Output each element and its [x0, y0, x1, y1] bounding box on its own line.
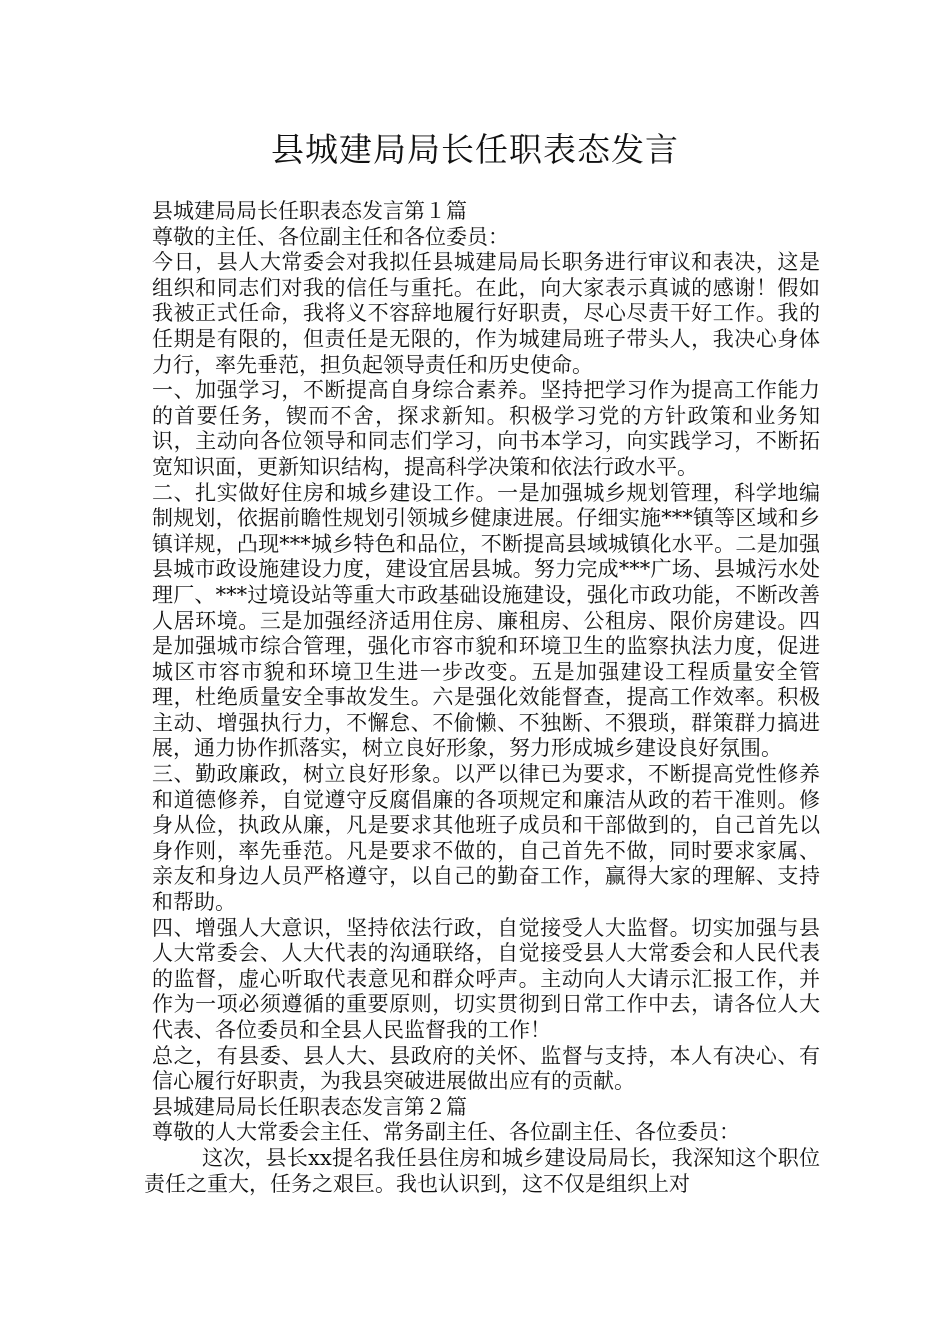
paragraph-point-2: 二、扎实做好住房和城乡建设工作。一是加强城乡规划管理，科学地编制规划，依据前瞻性规划引领城乡健康进展。仔细实施***镇等区域和乡镇详规，凸现***城乡特色和品位，不断提高县域城镇化水平。二是加强县城市政设施建设力度，建设宜居县城。努力完成***广场、县城污水处理厂、***过境设站等重大市政基础设施建设，强化市政功能，不断改善人居环境。三是加强经济适用住房、廉租房、公租房、限价房建设。四是加强城市综合管理，强化市容市貌和环境卫生的监察执法力度，促进城区市容市貌和环境卫生进一步改变。五是加强建设工程质量安全管理，杜绝质量安全事故发生。六是强化效能督查，提高工作效率。积极主动、增强执行力，不懈怠、不偷懒、不独断、不猥琐，群策群力搞进展，通力协作抓落实，树立良好形象，努力形成城乡建设良好氛围。	[152, 480, 820, 761]
salutation-2: 尊敬的人大常委会主任、常务副主任、各位副主任、各位委员：	[152, 1120, 740, 1145]
section-heading-1: 县城建局局长任职表态发言第１篇	[152, 199, 467, 223]
paragraph-point-3: 三、勤政廉政，树立良好形象。以严以律已为要求，不断提高党性修养和道德修养，自觉遵守反腐倡廉的各项规定和廉洁从政的若干准则。修身从俭，执政从廉，凡是要求其他班子成员和干部做到的，自己首先以身作则，率先垂范。凡是要求不做的，自己首先不做，同时要求家属、亲友和身边人员严格遵守，以自己的勤奋工作，赢得大家的理解、支持和帮助。	[152, 762, 820, 915]
paragraph-point-1: 一、加强学习，不断提高自身综合素养。坚持把学习作为提高工作能力的首要任务，锲而不舍，探求新知。积极学习党的方针政策和业务知识，主动向各位领导和同志们学习，向书本学习，向实践学习，不断拓宽知识面，更新知识结构，提高科学决策和依法行政水平。	[152, 378, 820, 479]
paragraph-second-intro: 这次，县长xx提名我任县住房和城乡建设局局长，我深知这个职位责任之重大，任务之艰巨。我也认识到，这不仅是组织上对	[144, 1145, 820, 1196]
document-title: 县城建局局长任职表态发言	[271, 130, 679, 169]
paragraph-intro: 今日，县人大常委会对我拟任县城建局局长职务进行审议和表决，这是组织和同志们对我的信任与重托。在此，向大家表示真诚的感谢！假如我被正式任命，我将义不容辞地履行好职责，尽心尽责干好工作。我的任期是有限的，但责任是无限的，作为城建局班子带头人，我决心身体力行，率先垂范，担负起领导责任和历史使命。	[152, 250, 820, 377]
section-heading-2: 县城建局局长任职表态发言第２篇	[152, 1094, 467, 1119]
salutation-1: 尊敬的主任、各位副主任和各位委员：	[152, 224, 509, 249]
paragraph-point-4: 四、增强人大意识，坚持依法行政，自觉接受人大监督。切实加强与县人大常委会、人大代表的沟通联络，自觉接受县人大常委会和人民代表的监督，虚心听取代表意见和群众呼声。主动向人大请示汇报工作，并作为一项必须遵循的重要原则，切实贯彻到日常工作中去，请各位人大代表、各位委员和全县人民监督我的工作！	[152, 915, 820, 1042]
document-body	[144, 199, 820, 1197]
paragraph-conclusion: 总之，有县委、县人大、县政府的关怀、监督与支持，本人有决心、有信心履行好职责，为我县突破进展做出应有的贡献。	[152, 1043, 820, 1094]
